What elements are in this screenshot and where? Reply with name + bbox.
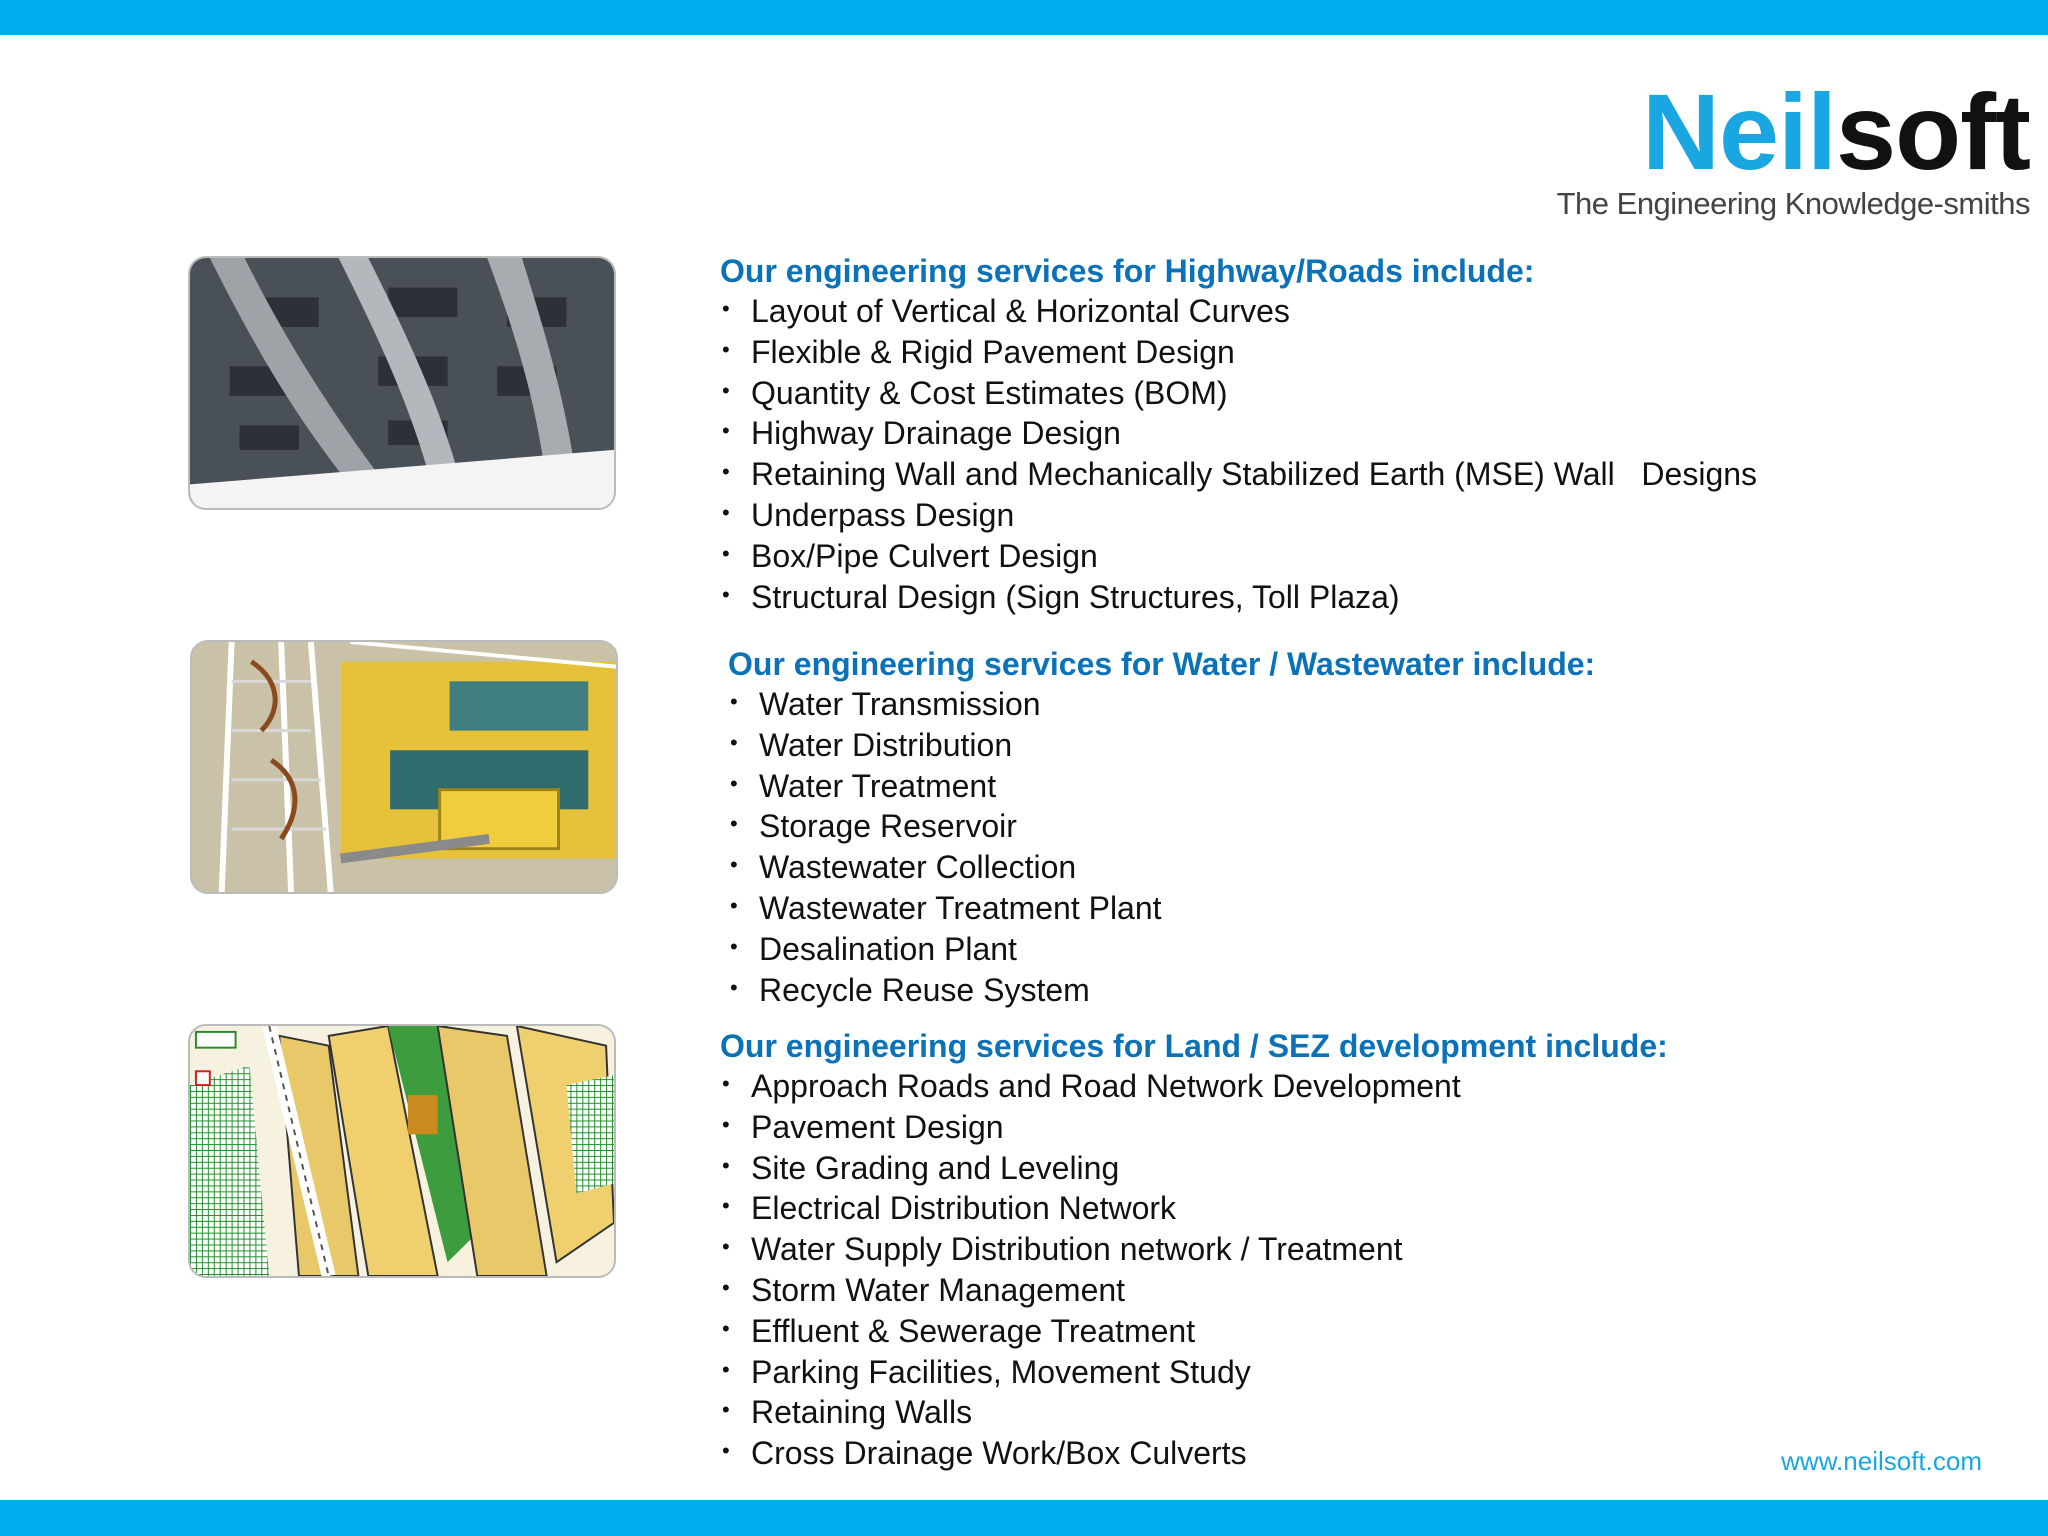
list-item: • Box/Pipe Culvert Design bbox=[720, 536, 1757, 577]
list-item: • Recycle Reuse System bbox=[728, 970, 1595, 1011]
list-item: • Desalination Plant bbox=[728, 929, 1595, 970]
water-treatment-plant-photo bbox=[190, 640, 618, 894]
list-item: • Underpass Design bbox=[720, 495, 1757, 536]
list-item: • Retaining Walls bbox=[720, 1392, 1668, 1433]
bullet-icon: • bbox=[730, 852, 738, 878]
water-wastewater-heading: Our engineering services for Water / Wastewater include: bbox=[728, 646, 1596, 682]
water-wastewater-list bbox=[728, 684, 1595, 1010]
bullet-icon: • bbox=[730, 689, 738, 714]
list-item: • Structural Design (Sign Structures, Toll Plaza) bbox=[720, 577, 1757, 618]
bridge-photo-graphic bbox=[190, 258, 614, 508]
list-item: • Quantity & Cost Estimates (BOM) bbox=[720, 373, 1757, 414]
bridge-underside-photo bbox=[188, 256, 616, 510]
bullet-icon: • bbox=[722, 1193, 730, 1219]
highway-roads-heading: Our engineering services for Highway/Roads include: bbox=[720, 253, 1535, 289]
list-item: • Retaining Wall and Mechanically Stabilized Earth (MSE) Wall Designs bbox=[720, 454, 1757, 495]
bullet-icon: • bbox=[722, 1152, 730, 1178]
list-item: • Site Grading and Leveling bbox=[720, 1148, 1668, 1189]
bottom-accent-band bbox=[0, 1500, 2048, 1536]
bullet-icon: • bbox=[722, 1234, 730, 1260]
bullet-icon: • bbox=[722, 336, 730, 362]
bullet-icon: • bbox=[730, 892, 738, 918]
list-item: • Cross Drainage Work/Box Culverts bbox=[720, 1433, 1668, 1474]
bullet-icon: • bbox=[722, 377, 730, 403]
bullet-icon: • bbox=[722, 1438, 730, 1464]
land-sez-heading: Our engineering services for Land / SEZ development include: bbox=[720, 1028, 1668, 1064]
bullet-icon: • bbox=[722, 1274, 730, 1300]
bullet-icon: • bbox=[722, 459, 730, 485]
list-item: • Water Treatment bbox=[728, 766, 1595, 807]
bullet-icon: • bbox=[722, 1071, 730, 1096]
list-item: • Water Supply Distribution network / Treatment bbox=[720, 1229, 1668, 1270]
list-item: • Water Transmission bbox=[728, 684, 1595, 725]
list-item: • Parking Facilities, Movement Study bbox=[720, 1352, 1668, 1393]
land-sez-section bbox=[720, 1026, 1668, 1474]
top-accent-band bbox=[0, 0, 2048, 35]
bullet-icon: • bbox=[722, 296, 730, 321]
list-item: • Pavement Design bbox=[720, 1107, 1668, 1148]
list-item: • Flexible & Rigid Pavement Design bbox=[720, 332, 1757, 373]
bullet-icon: • bbox=[730, 811, 738, 837]
list-item: • Storm Water Management bbox=[720, 1270, 1668, 1311]
bullet-icon: • bbox=[722, 540, 730, 566]
land-sez-list bbox=[720, 1066, 1668, 1474]
bullet-icon: • bbox=[722, 499, 730, 525]
water-wastewater-section bbox=[728, 644, 1595, 1010]
bullet-icon: • bbox=[722, 1397, 730, 1423]
highway-roads-list bbox=[720, 291, 1757, 617]
list-item: • Wastewater Treatment Plant bbox=[728, 888, 1595, 929]
list-item: • Effluent & Sewerage Treatment bbox=[720, 1311, 1668, 1352]
bullet-icon: • bbox=[722, 1356, 730, 1382]
site-plan-graphic bbox=[190, 1026, 614, 1276]
neilsoft-logo bbox=[1530, 71, 2030, 222]
bullet-icon: • bbox=[730, 770, 738, 796]
list-item: • Layout of Vertical & Horizontal Curves bbox=[720, 291, 1757, 332]
water-plant-graphic bbox=[192, 642, 616, 892]
list-item: • Electrical Distribution Network bbox=[720, 1188, 1668, 1229]
bullet-icon: • bbox=[730, 974, 738, 1000]
site-layout-plan-drawing bbox=[188, 1024, 616, 1278]
bullet-icon: • bbox=[730, 729, 738, 755]
website-link[interactable]: www.neilsoft.com bbox=[1781, 1446, 1982, 1476]
list-item: • Approach Roads and Road Network Development bbox=[720, 1066, 1668, 1107]
list-item: • Storage Reservoir bbox=[728, 806, 1595, 847]
bullet-icon: • bbox=[722, 418, 730, 444]
bullet-icon: • bbox=[722, 1315, 730, 1341]
list-item: • Water Distribution bbox=[728, 725, 1595, 766]
logo-wordmark: Neilsoft bbox=[1641, 71, 2030, 192]
list-item: • Highway Drainage Design bbox=[720, 413, 1757, 454]
highway-roads-section bbox=[720, 251, 1757, 617]
bullet-icon: • bbox=[722, 1111, 730, 1137]
list-item: • Wastewater Collection bbox=[728, 847, 1595, 888]
bullet-icon: • bbox=[722, 581, 730, 607]
bullet-icon: • bbox=[730, 933, 738, 959]
logo-tagline: The Engineering Knowledge-smiths bbox=[1556, 186, 2030, 221]
